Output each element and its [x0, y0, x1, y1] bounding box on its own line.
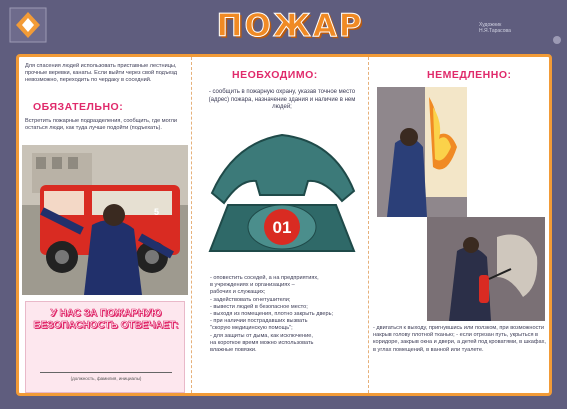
list-item: влажные повязки. — [210, 347, 257, 354]
content-panel — [16, 54, 552, 396]
list-item: - задействовать огнетушители; — [210, 296, 291, 303]
middle-column — [191, 57, 369, 393]
corner-dot — [553, 36, 561, 44]
svg-text:5: 5 — [154, 207, 160, 217]
logo-icon — [8, 6, 48, 44]
left-column — [19, 57, 191, 393]
list-item: - выходя из помещения, плотно закрыть дверь; — [210, 311, 334, 318]
neobhodimo-text: - сообщить в пожарную охрану, указав точное место (адрес) пожара, назначение здания и наличие в нем людей; — [208, 89, 356, 110]
responsible-box — [25, 301, 185, 393]
list-item: - вывести людей в безопасное место; — [210, 303, 308, 310]
emergency-number: 01 — [272, 218, 292, 237]
intro-text: Для спасения людей использовать приставные лестницы, прочные веревки, канаты. Если выйти через свой подъезд невозможно, переходить по чердаку в соседний. — [25, 63, 178, 83]
signature-label: (должность, фамилия, инициалы) — [70, 376, 142, 381]
list-item: - для защиты от дыма, как исключение, — [210, 332, 313, 339]
neobhodimo-heading: НЕОБХОДИМО: — [232, 69, 318, 81]
obyazatelno-text: Встретить пожарные подразделения, сообщить, где могли остаться люди, как туда лучше подойти (подъехать). — [25, 118, 178, 131]
extinguisher-illustration — [427, 217, 545, 321]
list-item: - при наличии пострадавших вызвать — [210, 318, 308, 325]
nemedlenno-heading: НЕМЕДЛЕННО: — [427, 69, 512, 81]
list-item: "скорую медицинскую помощь"; — [210, 325, 293, 332]
escape-illustration — [377, 87, 467, 217]
publisher-info: Художник Н.Я.Тарасова — [479, 22, 511, 34]
telephone-icon — [204, 123, 360, 261]
responsible-title: У НАС ЗА ПОЖАРНУЮ БЕЗОПАСНОСТЬ ОТВЕЧАЕТ: — [33, 308, 179, 331]
actions-list — [210, 275, 366, 354]
signature-line — [40, 372, 172, 373]
list-item: в учреждениях и организациях – — [210, 282, 295, 289]
page-title: ПОЖАР — [216, 8, 364, 44]
fire-truck-illustration — [22, 145, 188, 295]
list-item: на короткое время можно использовать — [210, 339, 314, 346]
obyazatelno-heading: ОБЯЗАТЕЛЬНО: — [33, 101, 124, 113]
list-item: - оповестить соседей, а на предприятиях, — [210, 275, 319, 281]
right-column — [369, 57, 552, 393]
nemedlenno-text: - двигаться к выходу, пригнувшись или ползком, при возможности накрыв голову плотной тканью; - если отрезан путь, укрыться в коридоре, закрыв окна и двери, а детей под кроватями, в шкафах, в углах помещений, в ванной или туалете. — [373, 325, 546, 353]
list-item: рабочих и служащих; — [210, 289, 266, 296]
